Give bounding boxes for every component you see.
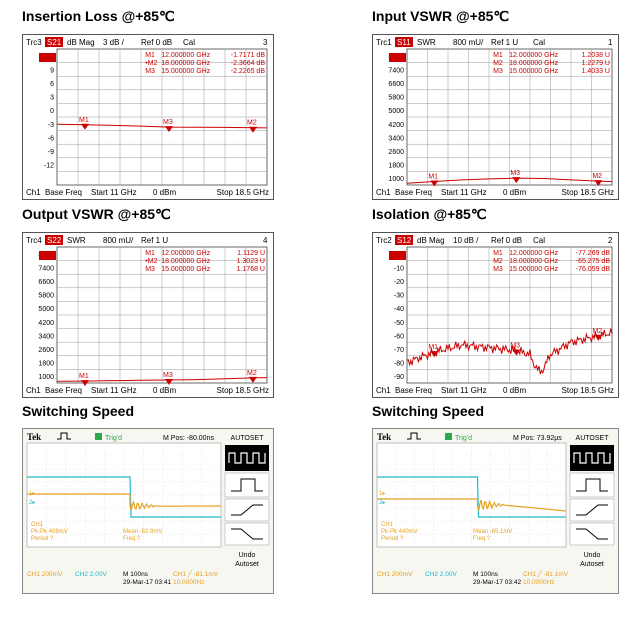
time-scale-label: M 100ns — [123, 571, 148, 578]
marker-freq: 15.000000 GHz — [509, 68, 559, 75]
marker-label: M3 — [163, 119, 173, 127]
y-tick-label: -6 — [47, 135, 54, 143]
vna-chart-iso — [373, 233, 618, 397]
marker-label: M1 — [428, 344, 439, 352]
marker-freq: 18.000000 GHz — [161, 258, 211, 265]
y-tick-label: -70 — [393, 347, 404, 354]
marker-freq: 12.000000 GHz — [509, 250, 559, 257]
marker-freq: 12.000000 GHz — [509, 52, 559, 59]
ref-marker-badge — [39, 53, 56, 62]
marker-value: 1.2279 U — [581, 60, 610, 67]
undo-autoset-label: Autoset — [235, 561, 259, 568]
base-freq-label: Base Freq — [395, 188, 432, 197]
marker-value: -77.269 dB — [575, 250, 610, 257]
square-wave-icon — [574, 453, 610, 463]
y-tick-label: -20 — [393, 279, 404, 286]
y-tick-label: -50 — [393, 319, 404, 327]
marker-label: M1 — [79, 373, 89, 381]
meas-pkpk: Pk-Pk 408mV — [31, 529, 68, 535]
undo-label: Undo — [583, 552, 601, 559]
y-tick-label: 5800 — [388, 94, 404, 102]
time-scale-label: M 100ns — [473, 571, 498, 578]
meas-period: Period ? — [31, 536, 54, 542]
marker-name: M2 — [493, 60, 503, 67]
y-tick-label: -9 — [47, 149, 54, 156]
y-tick-label: 7400 — [38, 265, 54, 273]
meas-mean: Mean -82.9mV — [123, 529, 163, 535]
y-tick-label: -3 — [47, 121, 54, 129]
y-tick-label: 2600 — [38, 347, 54, 354]
meas-pkpk: Pk-Pk 440mV — [381, 529, 418, 535]
meas-freq: Freq ? — [123, 536, 141, 542]
scale-label: 10 dB / — [453, 236, 479, 245]
date-label: 29-Mar-17 03:41 — [123, 579, 172, 586]
ref-marker-badge — [389, 53, 406, 62]
meas-ch1-label: CH1 — [381, 522, 394, 528]
marker-freq: 15.000000 GHz — [161, 68, 211, 75]
cal-label: Cal — [533, 38, 546, 47]
undo-autoset-label: Autoset — [580, 561, 604, 568]
base-freq-label: Base Freq — [395, 386, 432, 395]
y-tick-label: 3 — [50, 94, 54, 102]
scale-label: 800 mU/ — [103, 236, 134, 245]
menu-pulse-bg — [570, 473, 614, 497]
trig-status-icon — [445, 433, 452, 440]
ref-label: Ref 1 U — [491, 38, 519, 47]
mpos-label: M Pos: 73.92μs — [513, 435, 562, 442]
ref-label: Ref 0 dB — [141, 38, 173, 47]
param-label: S12 — [397, 236, 412, 245]
scope-right — [372, 428, 619, 594]
marker-value: 1.2038 U — [581, 52, 610, 59]
marker-value: 1.3023 U — [236, 258, 265, 265]
marker-label: M3 — [510, 170, 521, 178]
trace-name: Trc2 — [376, 236, 392, 245]
marker-value: -1.7171 dB — [230, 52, 265, 59]
trace-number: 4 — [263, 236, 268, 245]
marker-name: M2 — [493, 258, 503, 265]
scope-right-screen — [373, 429, 618, 593]
marker-name: •M2 — [145, 60, 158, 67]
vna-panel-insertion-loss — [22, 34, 274, 200]
trace-number: 2 — [608, 236, 613, 245]
format-label: SWR — [417, 38, 436, 47]
title-switching-speed-right: Switching Speed — [372, 403, 485, 419]
stop-label: Stop 18.5 GHz — [216, 188, 269, 197]
y-tick-label: 5000 — [38, 306, 54, 314]
marker-label: M2 — [592, 327, 603, 335]
y-tick-label: 5800 — [38, 292, 54, 300]
format-label: dB Mag — [67, 38, 95, 47]
marker-name: M1 — [145, 52, 155, 59]
format-label: dB Mag — [417, 236, 445, 245]
marker-label: M3 — [510, 342, 521, 350]
title-isolation: Isolation @+85℃ — [372, 206, 487, 222]
marker-value: 1.4033 U — [581, 68, 610, 75]
brand-label: Tek — [377, 432, 392, 442]
trace-number: 3 — [263, 38, 268, 47]
ch1-level-marker: 1▸ — [29, 491, 36, 497]
cal-label: Cal — [183, 38, 196, 47]
marker-name: M3 — [493, 68, 503, 75]
channel-label: Ch1 — [26, 188, 41, 197]
marker-value: -2.3664 dB — [230, 60, 265, 67]
base-freq-label: Base Freq — [45, 188, 82, 197]
date-label: 29-Mar-17 03:42 — [473, 579, 522, 586]
y-tick-label: -30 — [393, 292, 404, 300]
y-tick-label: 6 — [50, 81, 54, 88]
marker-freq: 15.000000 GHz — [161, 266, 211, 273]
marker-name: M3 — [493, 266, 503, 273]
marker-label: M3 — [163, 371, 173, 379]
y-tick-label: -80 — [393, 360, 404, 368]
marker-value: 1.1129 U — [237, 250, 265, 257]
ref-label: Ref 1 U — [141, 236, 169, 245]
channel-label: Ch1 — [376, 386, 391, 395]
channel-label: Ch1 — [26, 386, 41, 395]
trig-freq-label: 10.0000Hz — [173, 579, 205, 586]
channel-label: Ch1 — [376, 188, 391, 197]
y-tick-label: 0 — [50, 108, 54, 116]
ref-marker-badge — [389, 251, 406, 260]
power-label: 0 dBm — [153, 188, 177, 197]
meas-freq: Freq ? — [473, 536, 491, 542]
ch1-scale-label: CH1 200mV — [377, 571, 413, 578]
y-tick-label: 1000 — [38, 374, 54, 382]
y-tick-label: 7400 — [388, 67, 404, 75]
vna-chart-ivswr — [373, 35, 618, 199]
ch2-level-marker: 2▸ — [379, 500, 386, 506]
marker-label: M2 — [592, 173, 603, 181]
scale-label: 800 mU/ — [453, 38, 484, 47]
marker-name: M1 — [493, 52, 503, 59]
title-input-vswr: Input VSWR @+85℃ — [372, 8, 510, 24]
vna-panel-input-vswr — [372, 34, 619, 200]
y-tick-label: 4200 — [388, 121, 404, 129]
marker-freq: 18.000000 GHz — [509, 60, 559, 67]
marker-value: -2.2265 dB — [230, 68, 265, 75]
y-tick-label: 6600 — [388, 81, 404, 88]
vna-panel-isolation — [372, 232, 619, 398]
trace-number: 1 — [608, 38, 613, 47]
stop-label: Stop 18.5 GHz — [216, 386, 269, 395]
y-tick-label: -12 — [43, 162, 54, 170]
vna-chart-il — [23, 35, 273, 199]
menu-pulse-bg — [225, 473, 269, 497]
square-wave-icon — [229, 453, 265, 463]
meas-ch1-label: CH1 — [31, 522, 44, 528]
scope-left — [22, 428, 274, 594]
power-label: 0 dBm — [503, 188, 527, 197]
ch2-scale-label: CH2 2.00V — [75, 571, 107, 578]
marker-freq: 18.000000 GHz — [509, 258, 559, 265]
format-label: SWR — [67, 236, 86, 245]
meas-period: Period ? — [381, 536, 404, 542]
marker-name: M3 — [145, 68, 155, 75]
y-tick-label: 3400 — [388, 135, 404, 143]
marker-label: M1 — [79, 116, 89, 124]
marker-name: M3 — [145, 266, 155, 273]
scale-label: 3 dB / — [103, 38, 124, 47]
undo-label: Undo — [238, 552, 256, 559]
start-label: Start 11 GHz — [441, 188, 487, 197]
y-tick-label: 3400 — [38, 333, 54, 341]
y-tick-label: -10 — [393, 265, 404, 273]
start-label: Start 11 GHz — [91, 386, 137, 395]
brand-label: Tek — [27, 432, 42, 442]
vna-chart-ovswr — [23, 233, 273, 397]
ch2-scale-label: CH2 2.00V — [425, 571, 457, 578]
title-output-vswr: Output VSWR @+85℃ — [22, 206, 171, 222]
ref-marker-badge — [39, 251, 56, 260]
y-tick-label: -90 — [393, 374, 404, 382]
marker-label: M2 — [247, 119, 257, 127]
marker-name: •M2 — [145, 258, 158, 265]
trig-level-label: CH1 ╱ -81.1mV — [173, 571, 219, 578]
ch1-level-marker: 1▸ — [379, 491, 386, 497]
trace-name: Trc4 — [26, 236, 42, 245]
trace-name: Trc3 — [26, 38, 42, 47]
y-tick-label: -60 — [393, 333, 404, 341]
trig-label: Trig'd — [455, 435, 473, 442]
autoset-label: AUTOSET — [230, 435, 264, 442]
param-label: S22 — [47, 236, 62, 245]
mpos-label: M Pos: -80.00ns — [163, 435, 214, 442]
marker-freq: 12.000000 GHz — [161, 52, 211, 59]
marker-label: M1 — [428, 173, 439, 181]
y-tick-label: 9 — [50, 67, 54, 75]
y-tick-label: 4200 — [38, 319, 54, 327]
trig-status-icon — [95, 433, 102, 440]
y-tick-label: -40 — [393, 306, 404, 314]
cal-label: Cal — [533, 236, 546, 245]
marker-value: -65.275 dB — [575, 258, 610, 265]
y-tick-label: 6600 — [38, 279, 54, 286]
ch2-level-marker: 2▸ — [29, 500, 36, 506]
param-label: S11 — [397, 38, 411, 47]
scope-left-screen — [23, 429, 273, 593]
marker-freq: 18.000000 GHz — [161, 60, 211, 67]
y-tick-label: 1800 — [388, 162, 404, 170]
param-label: S21 — [47, 38, 62, 47]
marker-freq: 15.000000 GHz — [509, 266, 559, 273]
y-tick-label: 5000 — [388, 108, 404, 116]
y-tick-label: 1800 — [38, 360, 54, 368]
trig-freq-label: 10.0000Hz — [523, 579, 555, 586]
start-label: Start 11 GHz — [441, 386, 487, 395]
ref-label: Ref 0 dB — [491, 236, 523, 245]
title-switching-speed-left: Switching Speed — [22, 403, 135, 419]
marker-freq: 12.000000 GHz — [161, 250, 211, 257]
ch1-scale-label: CH1 200mV — [27, 571, 63, 578]
y-tick-label: 1000 — [388, 176, 404, 184]
stop-label: Stop 18.5 GHz — [561, 386, 614, 395]
marker-value: 1.1768 U — [236, 266, 265, 273]
trig-label: Trig'd — [105, 435, 123, 442]
marker-label: M2 — [247, 369, 257, 377]
meas-mean: Mean -65.1mV — [473, 529, 513, 535]
title-insertion-loss: Insertion Loss @+85℃ — [22, 8, 175, 24]
trace-name: Trc1 — [376, 38, 392, 47]
vna-panel-output-vswr — [22, 232, 274, 398]
marker-value: -76.059 dB — [575, 266, 610, 273]
trig-level-label: CH1 ╱ -81.1mV — [523, 571, 569, 578]
power-label: 0 dBm — [153, 386, 177, 395]
marker-name: M1 — [493, 250, 503, 257]
autoset-label: AUTOSET — [575, 435, 609, 442]
marker-name: M1 — [145, 250, 155, 257]
base-freq-label: Base Freq — [45, 386, 82, 395]
start-label: Start 11 GHz — [91, 188, 137, 197]
stop-label: Stop 18.5 GHz — [561, 188, 614, 197]
power-label: 0 dBm — [503, 386, 527, 395]
y-tick-label: 2600 — [388, 149, 404, 156]
